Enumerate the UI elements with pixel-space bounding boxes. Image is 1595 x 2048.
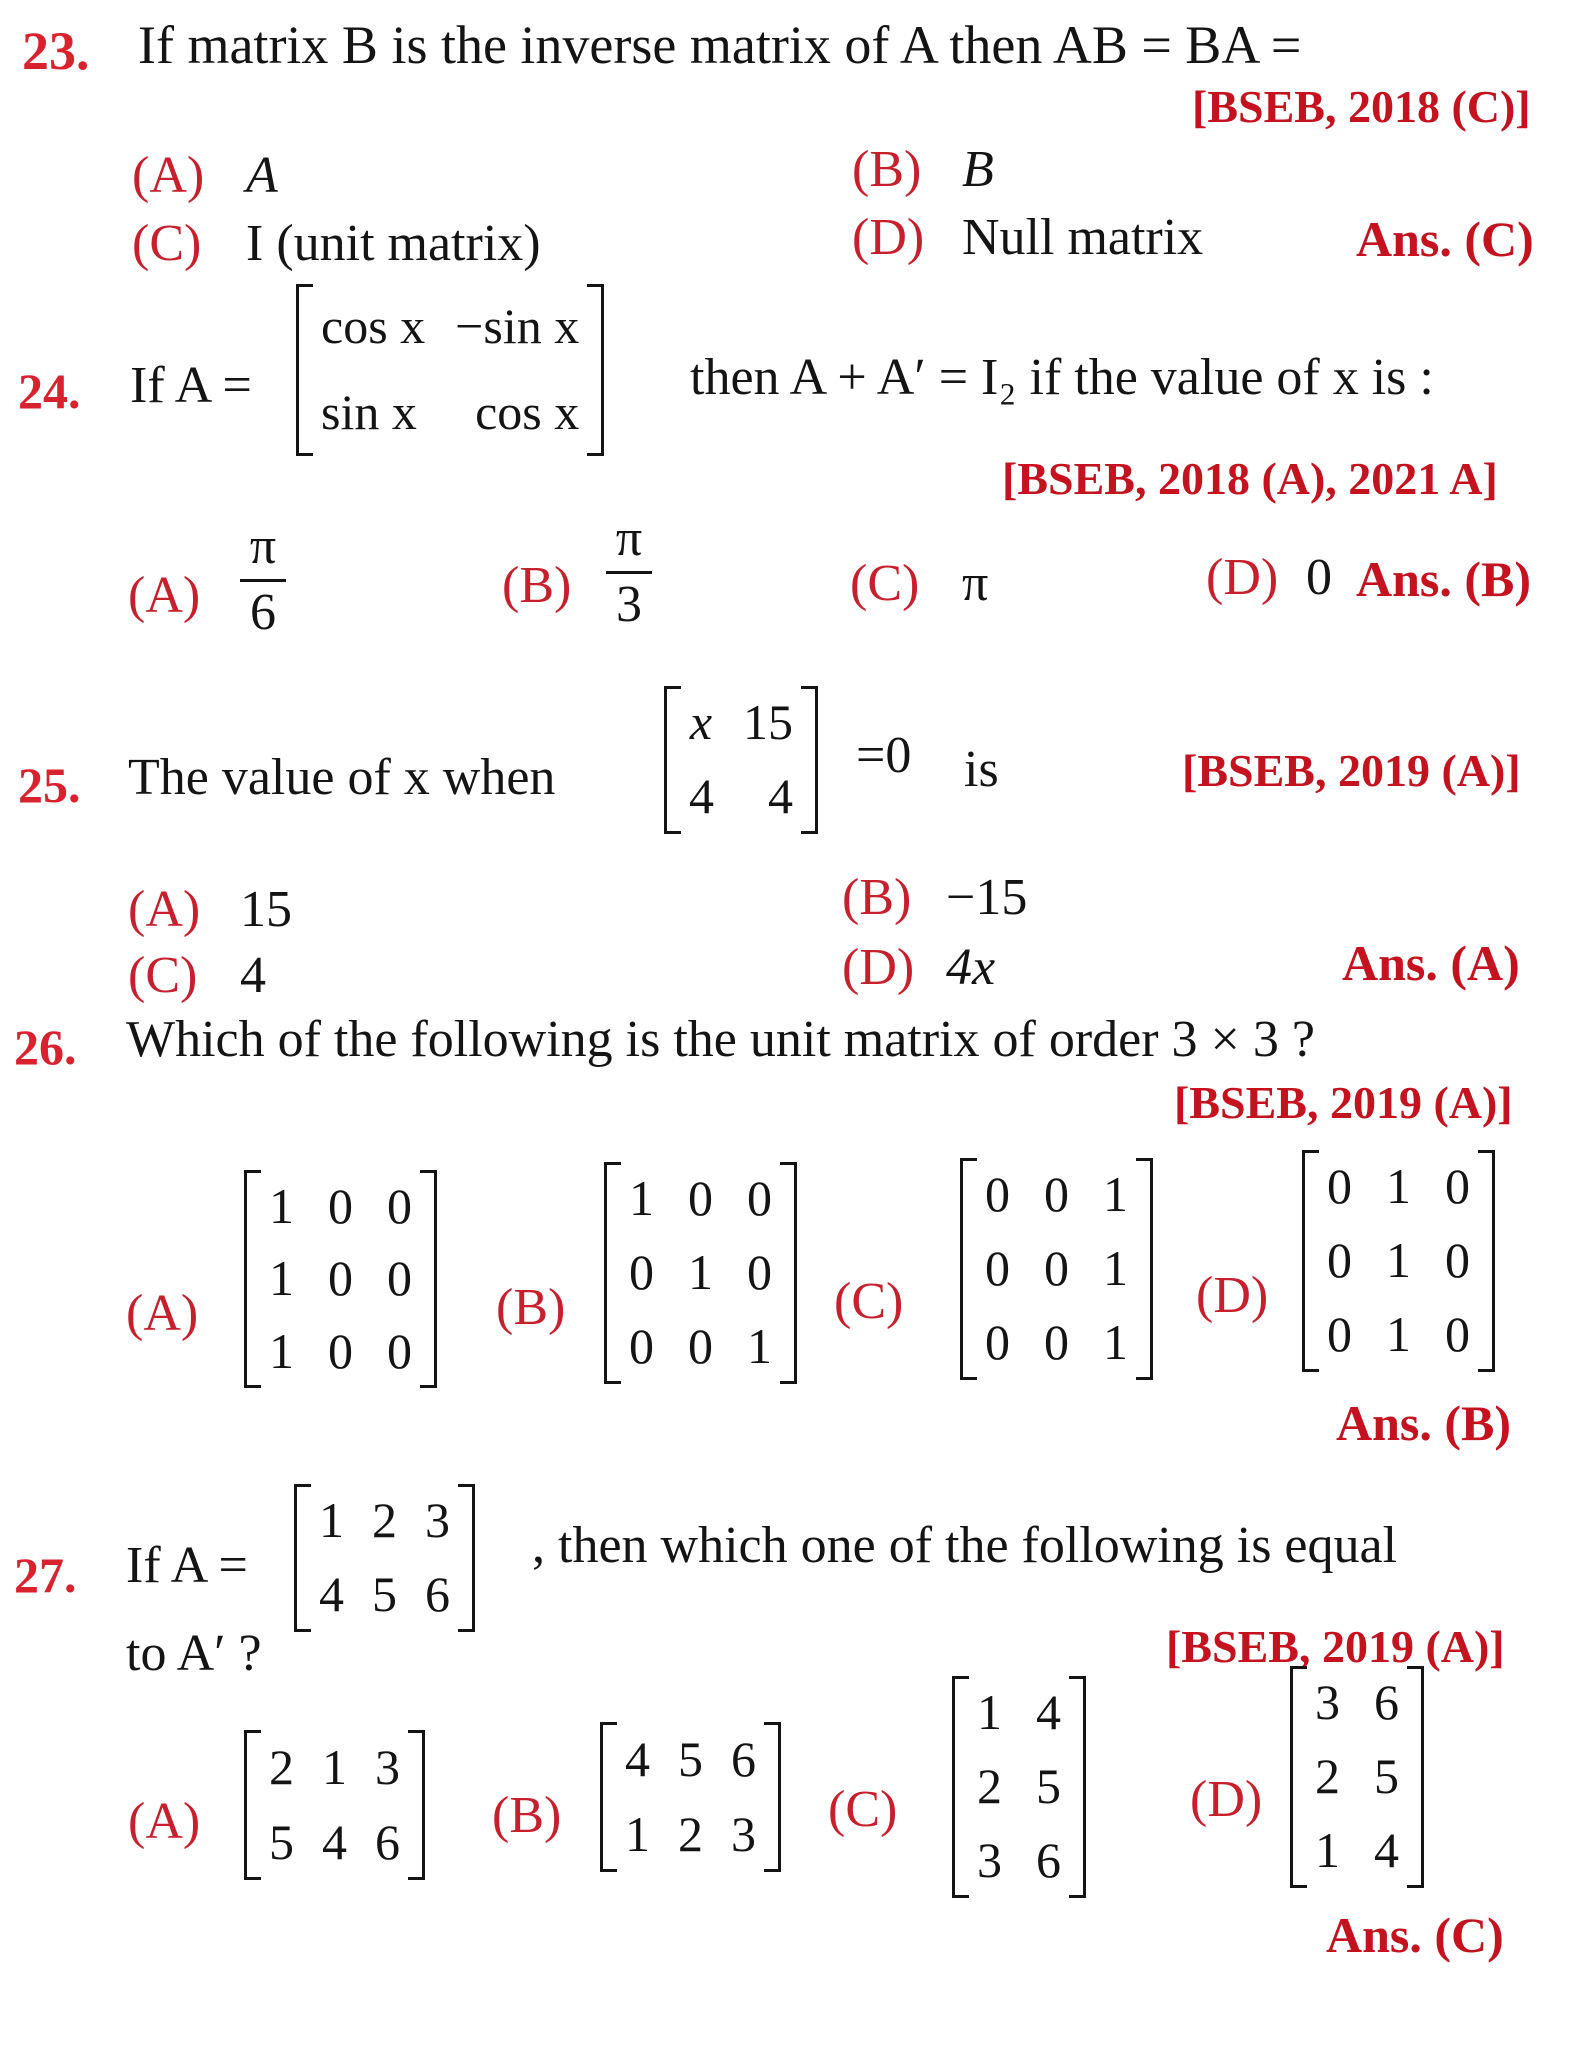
q23-option-b-label: (B) xyxy=(852,141,922,198)
q25-option-b: −15 xyxy=(946,869,1028,926)
q27-matrix-cell: 2 xyxy=(372,1492,397,1549)
q27-line2: to A′ ? xyxy=(126,1625,262,1682)
matrix-cell: 1 xyxy=(747,1318,772,1375)
matrix-cell: 6 xyxy=(375,1813,400,1870)
q23-reference: [BSEB, 2018 (C)] xyxy=(1192,81,1531,132)
matrix-cell: 2 xyxy=(977,1758,1002,1815)
matrix-cell: 0 xyxy=(1327,1158,1352,1215)
q24-condition: then A + A′ = I₂ if the value of x is : xyxy=(690,349,1434,406)
q25-matrix-cell: 4 xyxy=(689,768,714,825)
q23-option-b: B xyxy=(962,141,994,198)
q24-prefix: If A = xyxy=(130,357,252,414)
q24-matrix-cell: −sin x xyxy=(455,298,580,355)
q26-option-b-label: (B) xyxy=(496,1279,566,1336)
q27-option-d-label: (D) xyxy=(1190,1771,1263,1828)
q27-option-a-matrix xyxy=(244,1730,425,1880)
q27-matrix-cell: 3 xyxy=(425,1492,450,1549)
q27-matrix xyxy=(294,1484,475,1632)
q27-answer: Ans. (C) xyxy=(1326,1907,1504,1963)
matrix-cell: 0 xyxy=(1044,1166,1069,1223)
q27-matrix-cell: 4 xyxy=(319,1566,344,1623)
q25-equals-zero: =0 xyxy=(856,727,912,784)
q27-option-c-label: (C) xyxy=(828,1781,898,1838)
q27-suffix: , then which one of the following is equal xyxy=(532,1517,1398,1574)
matrix-cell: 1 xyxy=(322,1738,347,1795)
matrix-cell: 0 xyxy=(985,1240,1010,1297)
matrix-cell: 0 xyxy=(1445,1232,1470,1289)
q23-option-d: Null matrix xyxy=(962,209,1204,266)
q23-option-c: I (unit matrix) xyxy=(246,215,541,272)
matrix-cell: 0 xyxy=(1044,1240,1069,1297)
q25-option-c: 4 xyxy=(240,947,266,1004)
q27-prefix: If A = xyxy=(126,1537,248,1594)
q25-option-b-label: (B) xyxy=(842,869,912,926)
q27-option-b-matrix xyxy=(600,1722,781,1872)
q23-question: If matrix B is the inverse matrix of A then AB = BA = xyxy=(138,15,1302,75)
q27-option-d-matrix xyxy=(1290,1666,1424,1888)
q24-number: 24. xyxy=(18,363,81,419)
q25-option-d: 4x xyxy=(946,939,996,996)
q26-question: Which of the following is the unit matrix of order 3 × 3 ? xyxy=(126,1011,1315,1068)
matrix-cell: 0 xyxy=(328,1177,353,1234)
q25-matrix-cell: 15 xyxy=(743,694,793,751)
matrix-cell: 0 xyxy=(1327,1306,1352,1363)
matrix-cell: 5 xyxy=(1374,1748,1399,1805)
matrix-cell: 0 xyxy=(387,1177,412,1234)
q24-option-d-label: (D) xyxy=(1206,549,1279,606)
q24-option-a-fraction xyxy=(240,520,286,640)
matrix-cell: 4 xyxy=(1036,1684,1061,1741)
q24-option-a-label: (A) xyxy=(128,567,201,624)
matrix-cell: 6 xyxy=(1036,1832,1061,1889)
matrix-cell: 0 xyxy=(1445,1306,1470,1363)
fraction-bar xyxy=(240,579,286,582)
matrix-cell: 5 xyxy=(1036,1758,1061,1815)
q23-option-a-label: (A) xyxy=(132,147,205,204)
matrix-cell: 1 xyxy=(269,1250,294,1307)
matrix-cell: 0 xyxy=(747,1244,772,1301)
matrix-cell: 1 xyxy=(1103,1166,1128,1223)
q24-matrix-cell: cos x xyxy=(321,298,426,355)
q26-option-a-label: (A) xyxy=(126,1285,199,1342)
q26-answer: Ans. (B) xyxy=(1336,1395,1512,1451)
q23-answer: Ans. (C) xyxy=(1356,211,1534,267)
matrix-cell: 0 xyxy=(328,1250,353,1307)
q24-option-b-numerator: π xyxy=(615,510,643,567)
q26-option-d-matrix xyxy=(1302,1150,1495,1372)
fraction-bar xyxy=(606,571,652,574)
q24-option-a-denominator: 6 xyxy=(250,583,276,641)
matrix-cell: 1 xyxy=(629,1170,654,1227)
matrix-cell: 4 xyxy=(322,1813,347,1870)
q25-number: 25. xyxy=(18,757,81,813)
matrix-cell: 1 xyxy=(1103,1314,1128,1371)
matrix-cell: 3 xyxy=(375,1738,400,1795)
q25-suffix: is xyxy=(964,741,999,798)
q27-number: 27. xyxy=(14,1547,77,1603)
matrix-cell: 6 xyxy=(1374,1674,1399,1731)
matrix-cell: 3 xyxy=(977,1832,1002,1889)
matrix-cell: 1 xyxy=(269,1322,294,1379)
q26-option-b-matrix xyxy=(604,1162,797,1384)
matrix-cell: 0 xyxy=(387,1322,412,1379)
matrix-cell: 1 xyxy=(1103,1240,1128,1297)
matrix-cell: 5 xyxy=(269,1813,294,1870)
q27-option-c-matrix xyxy=(952,1676,1086,1898)
matrix-cell: 0 xyxy=(629,1244,654,1301)
matrix-cell: 0 xyxy=(1327,1232,1352,1289)
matrix-cell: 0 xyxy=(688,1170,713,1227)
q24-matrix-cell: sin x xyxy=(321,384,417,441)
q27-matrix-cell: 1 xyxy=(319,1492,344,1549)
q24-option-c: π xyxy=(962,555,989,612)
matrix-cell: 2 xyxy=(269,1738,294,1795)
q23-option-a: A xyxy=(246,147,278,204)
matrix-cell: 0 xyxy=(985,1166,1010,1223)
q24-option-b-fraction xyxy=(606,512,652,632)
matrix-cell: 4 xyxy=(625,1730,650,1787)
matrix-cell: 2 xyxy=(1315,1748,1340,1805)
matrix-cell: 0 xyxy=(328,1322,353,1379)
q26-reference: [BSEB, 2019 (A)] xyxy=(1174,1077,1513,1128)
q25-matrix xyxy=(664,686,818,834)
q23-option-c-label: (C) xyxy=(132,215,202,272)
matrix-cell: 1 xyxy=(688,1244,713,1301)
matrix-cell: 0 xyxy=(688,1318,713,1375)
matrix-cell: 0 xyxy=(747,1170,772,1227)
q24-option-c-label: (C) xyxy=(850,555,920,612)
q25-prefix: The value of x when xyxy=(128,749,556,806)
matrix-cell: 1 xyxy=(625,1805,650,1862)
matrix-cell: 1 xyxy=(977,1684,1002,1741)
q24-option-d: 0 xyxy=(1306,549,1332,606)
matrix-cell: 1 xyxy=(1386,1158,1411,1215)
q25-option-c-label: (C) xyxy=(128,947,198,1004)
matrix-cell: 3 xyxy=(1315,1674,1340,1731)
q26-number: 26. xyxy=(14,1019,77,1075)
q23-number: 23. xyxy=(22,21,90,81)
q23-option-d-label: (D) xyxy=(852,209,925,266)
matrix-cell: 2 xyxy=(678,1805,703,1862)
q25-option-d-label: (D) xyxy=(842,939,915,996)
matrix-cell: 5 xyxy=(678,1730,703,1787)
q25-matrix-cell: x xyxy=(689,694,713,751)
q25-option-a: 15 xyxy=(240,881,292,938)
matrix-cell: 6 xyxy=(731,1730,756,1787)
q27-reference: [BSEB, 2019 (A)] xyxy=(1166,1621,1505,1672)
q24-matrix xyxy=(296,284,604,456)
q26-option-c-matrix xyxy=(960,1158,1153,1380)
q27-matrix-cell: 6 xyxy=(425,1566,450,1623)
q24-option-b-label: (B) xyxy=(502,557,572,614)
q27-option-a-label: (A) xyxy=(128,1793,201,1850)
q25-answer: Ans. (A) xyxy=(1342,935,1520,991)
q27-matrix-cell: 5 xyxy=(372,1566,397,1623)
matrix-cell: 3 xyxy=(731,1805,756,1862)
matrix-cell: 0 xyxy=(1044,1314,1069,1371)
q26-option-d-label: (D) xyxy=(1196,1267,1269,1324)
q26-option-c-label: (C) xyxy=(834,1273,904,1330)
q24-answer: Ans. (B) xyxy=(1356,551,1532,607)
matrix-cell: 1 xyxy=(1386,1232,1411,1289)
matrix-cell: 0 xyxy=(985,1314,1010,1371)
q26-option-a-matrix xyxy=(244,1170,437,1388)
q25-option-a-label: (A) xyxy=(128,881,201,938)
q24-matrix-cell: cos x xyxy=(475,384,580,441)
matrix-cell: 0 xyxy=(1445,1158,1470,1215)
matrix-cell: 0 xyxy=(629,1318,654,1375)
matrix-cell: 4 xyxy=(1374,1822,1399,1879)
matrix-cell: 1 xyxy=(1386,1306,1411,1363)
q24-reference: [BSEB, 2018 (A), 2021 A] xyxy=(1002,453,1498,504)
matrix-cell: 1 xyxy=(1315,1822,1340,1879)
q27-option-b-label: (B) xyxy=(492,1787,562,1844)
matrix-cell: 0 xyxy=(387,1250,412,1307)
q24-option-b-denominator: 3 xyxy=(616,575,642,633)
q25-matrix-cell: 4 xyxy=(768,768,793,825)
q25-reference: [BSEB, 2019 (A)] xyxy=(1182,745,1521,796)
q24-option-a-numerator: π xyxy=(249,518,277,575)
matrix-cell: 1 xyxy=(269,1177,294,1234)
